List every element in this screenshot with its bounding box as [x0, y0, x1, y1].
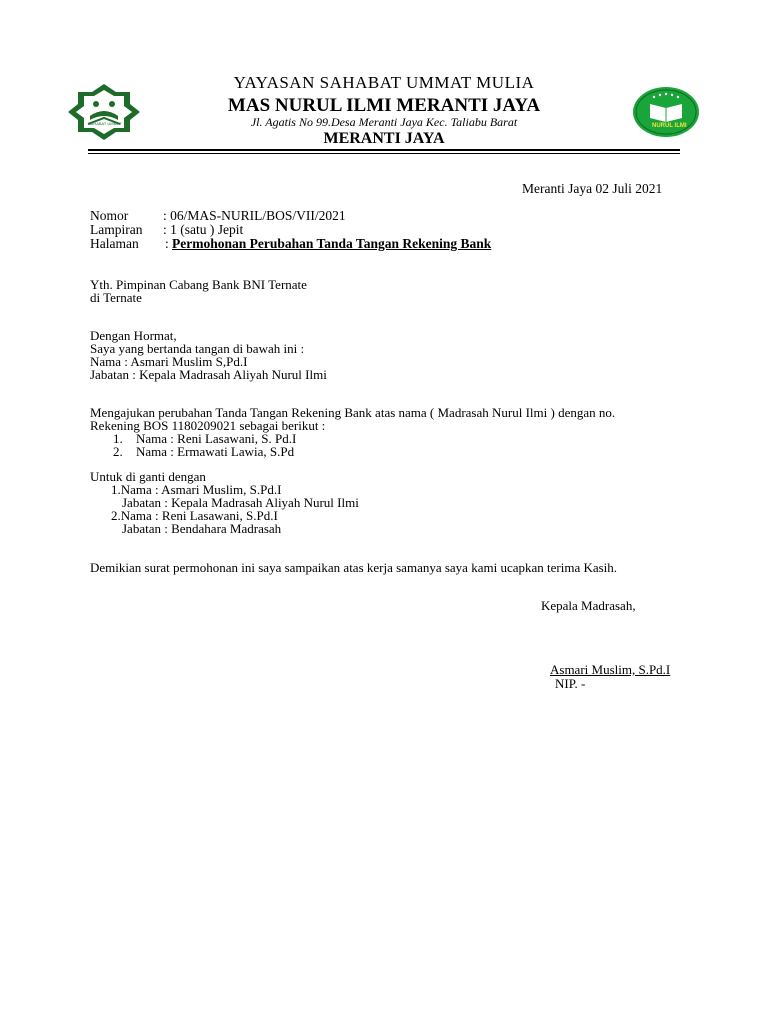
- signature-name: Asmari Muslim, S.Pd.I: [550, 662, 671, 677]
- recipient-line-1: Yth. Pimpinan Cabang Bank BNI Ternate: [90, 277, 307, 292]
- header-rule-thick: [88, 149, 680, 151]
- lampiran-value: : 1 (satu ) Jepit: [163, 222, 244, 237]
- intro-line: Saya yang bertanda tangan di bawah ini :: [90, 341, 305, 356]
- halaman-colon: :: [165, 236, 169, 251]
- letter-date: Meranti Jaya 02 Juli 2021: [522, 181, 663, 196]
- right-logo-text: NURUL ILMI: [652, 123, 687, 129]
- greeting: Dengan Hormat,: [90, 328, 177, 343]
- replacement-heading: Untuk di ganti dengan: [90, 469, 206, 484]
- school-name: MAS NURUL ILMI MERANTI JAYA: [227, 95, 541, 116]
- signature-nip: NIP. -: [555, 676, 586, 691]
- request-line-2: Rekening BOS 1180209021 sebagai berikut :: [90, 418, 326, 433]
- recipient-line-2: di Ternate: [90, 290, 142, 305]
- halaman-label: Halaman: [90, 236, 139, 251]
- request-line-1: Mengajukan perubahan Tanda Tangan Rekening Bank atas nama ( Madrasah Nurul Ilmi ) dengan no.: [90, 405, 616, 420]
- city-name: MERANTI JAYA: [323, 130, 445, 147]
- replacement-1-name: 1.Nama : Asmari Muslim, S.Pd.I: [111, 482, 282, 497]
- replacement-2-position: Jabatan : Bendahara Madrasah: [122, 521, 282, 536]
- foundation-name: YAYASAN SAHABAT UMMAT MULIA: [233, 73, 535, 92]
- halaman-value: Permohonan Perubahan Tanda Tangan Rekening Bank: [172, 236, 492, 251]
- request-item-2-text: Nama : Ermawati Lawia, S.Pd: [136, 444, 295, 459]
- nomor-value: : 06/MAS-NURIL/BOS/VII/2021: [163, 208, 346, 223]
- request-item-1-number: 1.: [113, 431, 123, 446]
- replacement-1-position: Jabatan : Kepala Madrasah Aliyah Nurul Ilmi: [122, 495, 359, 510]
- request-item-1-text: Nama : Reni Lasawani, S. Pd.I: [136, 431, 297, 446]
- request-item-2-number: 2.: [113, 444, 123, 459]
- sender-position: Jabatan : Kepala Madrasah Aliyah Nurul Ilmi: [90, 367, 327, 382]
- replacement-2-name: 2.Nama : Reni Lasawani, S.Pd.I: [111, 508, 278, 523]
- left-logo-text: SAHABAT UMMAT: [88, 121, 122, 126]
- lampiran-label: Lampiran: [90, 222, 143, 237]
- closing-sentence: Demikian surat permohonan ini saya sampaikan atas kerja samanya saya kami ucapkan terima Kasih.: [90, 560, 618, 575]
- nomor-label: Nomor: [90, 208, 129, 223]
- sender-name: Nama : Asmari Muslim S,Pd.I: [90, 354, 248, 369]
- signature-title: Kepala Madrasah,: [541, 598, 636, 613]
- school-address: Jl. Agatis No 99.Desa Meranti Jaya Kec. Taliabu Barat: [250, 115, 518, 129]
- header-rule-thin: [88, 153, 680, 154]
